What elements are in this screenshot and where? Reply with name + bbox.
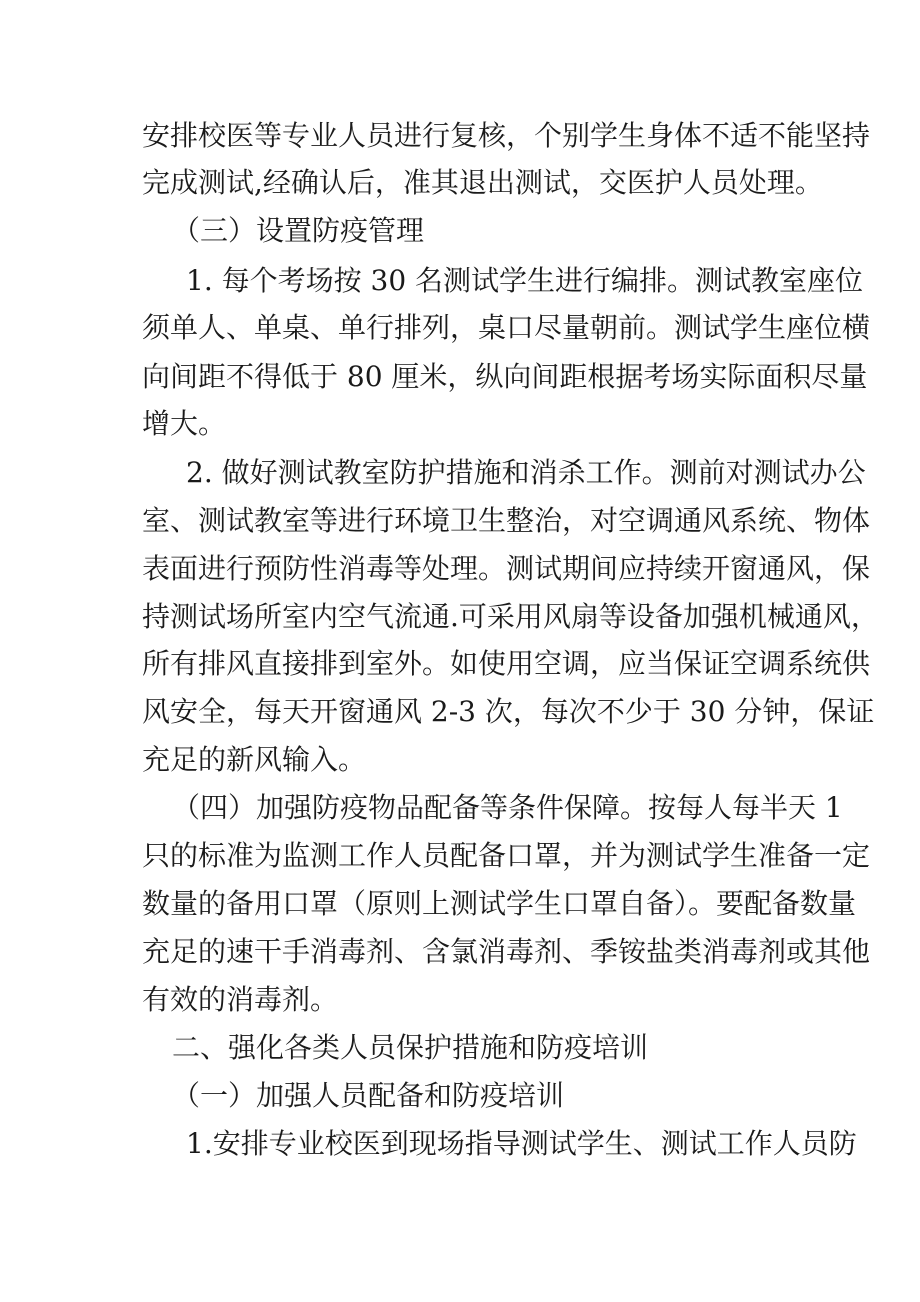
text-line: 所有排风直接排到室外。如使用空调，应当保证空调系统供 xyxy=(142,647,871,680)
section-heading: 二、强化各类人员保护措施和防疫培训 xyxy=(172,1031,649,1064)
text-line: 表面进行预防性消毒等处理。测试期间应持续开窗通风，保 xyxy=(142,552,871,585)
text-line: 1. 每个考场按 30 名测试学生进行编排。测试教室座位 xyxy=(186,264,864,297)
section-heading: （一）加强人员配备和防疫培训 xyxy=(172,1079,565,1112)
text-line: 2. 做好测试教室防护措施和消杀工作。测前对测试办公 xyxy=(186,456,866,489)
text-line: 1.安排专业校医到现场指导测试学生、测试工作人员防 xyxy=(186,1127,857,1160)
text-line: 充足的速干手消毒剂、含氯消毒剂、季铵盐类消毒剂或其他 xyxy=(142,935,871,968)
text-line: 数量的备用口罩（原则上测试学生口罩自备）。要配备数量 xyxy=(142,887,857,920)
text-line: 向间距不得低于 80 厘米，纵向间距根据考场实际面积尽量 xyxy=(142,360,868,393)
text-line: 有效的消毒剂。 xyxy=(142,983,339,1016)
text-line: 室、测试教室等进行环境卫生整治，对空调通风系统、物体 xyxy=(142,504,871,537)
text-line: 增大。 xyxy=(142,407,227,440)
text-line: 持测试场所室内空气流通.可采用风扇等设备加强机械通风， xyxy=(142,600,879,633)
text-line: （四）加强防疫物品配备等条件保障。按每人每半天 1 xyxy=(172,791,843,824)
text-line: 风安全，每天开窗通风 2-3 次，每次不少于 30 分钟，保证 xyxy=(142,695,875,728)
text-line: 充足的新风输入。 xyxy=(142,743,367,776)
text-line: 安排校医等专业人员进行复核，个别学生身体不适不能坚持 xyxy=(142,119,871,152)
text-line: 须单人、单桌、单行排列，桌口尽量朝前。测试学生座位横 xyxy=(142,311,871,344)
section-heading: （三）设置防疫管理 xyxy=(172,214,425,247)
text-line: 只的标准为监测工作人员配备口罩，并为测试学生准备一定 xyxy=(142,839,871,872)
text-line: 完成测试,经确认后，准其退出测试，交医护人员处理。 xyxy=(142,166,823,199)
